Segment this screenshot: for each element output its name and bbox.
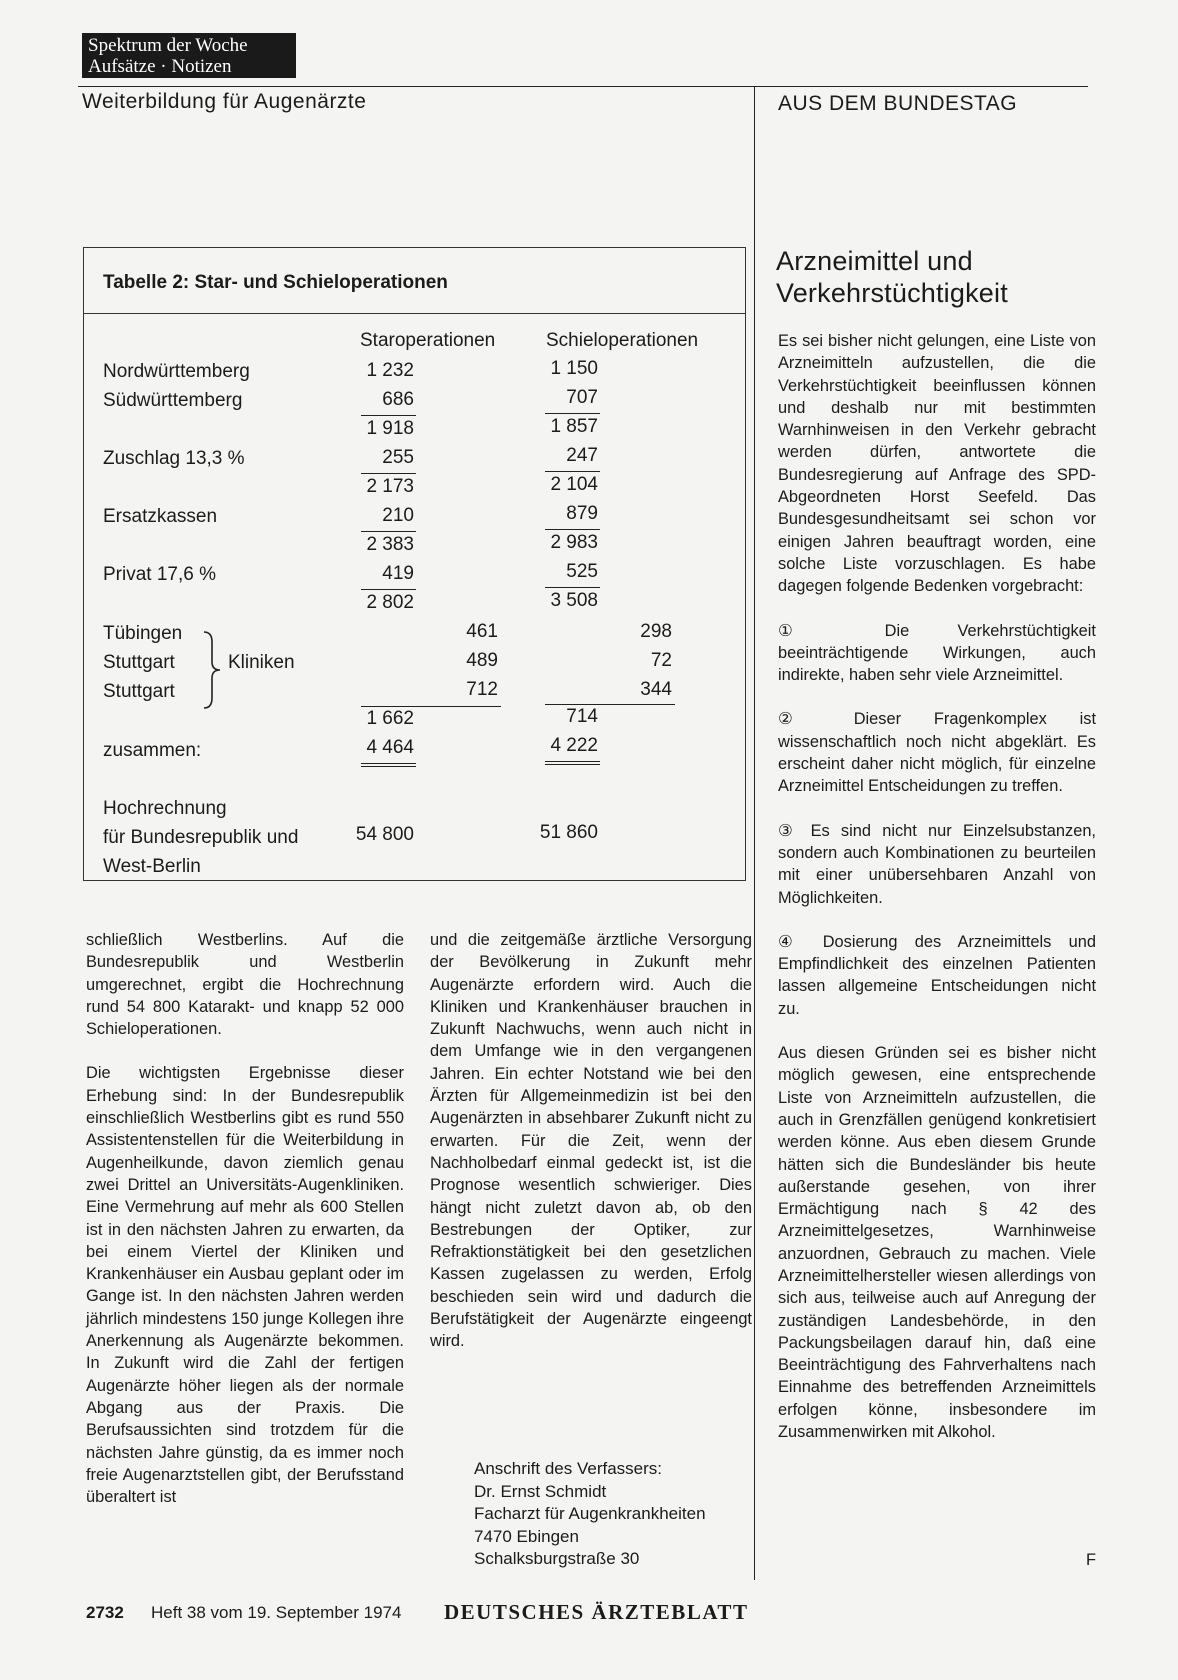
title-line: Verkehrstüchtigkeit xyxy=(776,278,1008,308)
cell-value: 344 xyxy=(640,679,672,700)
sum-rule xyxy=(361,763,416,764)
cell-value: 4 464 xyxy=(366,737,414,758)
sum-rule xyxy=(361,706,501,707)
cell-value: 2 802 xyxy=(366,592,414,613)
sum-rule xyxy=(545,471,600,472)
address-line: Facharzt für Augenkrankheiten xyxy=(474,1504,706,1523)
row-label: Ersatzkassen xyxy=(103,506,218,527)
cell-value: 1 918 xyxy=(366,418,414,439)
cell-value: 2 983 xyxy=(550,532,598,553)
address-line: 7470 Ebingen xyxy=(474,1526,579,1546)
paragraph: Es sei bisher nicht gelungen, eine Liste von Arzneimitteln aufzustellen, die die Verkehrstüchtigkeit beeinflussen können und deshalb nur mit bestimmten Warnhinweisen in den Verkehr gebracht werden dürfen, antwortete die Bundesregierung auf Anfrage des SPD-Abgeordneten Horst Seefeld. Das Bundesgesundheitsamt sei schon vor einigen Jahren beauftragt worden, eine solche Liste vorzuschlagen. Es habe dagegen folgende Bedenken vorgebracht: xyxy=(778,332,1096,596)
article-column-3 xyxy=(778,330,1096,1465)
col-header-star: Staroperationen xyxy=(360,330,496,351)
cell-value: 72 xyxy=(650,650,672,671)
cell-value: 2 383 xyxy=(366,534,414,555)
paragraph: ④ Dosierung des Arzneimittels und Empfindlichkeit des einzelnen Patienten lassen allgemeine Entscheidungen nicht zu. xyxy=(778,932,1096,1018)
section-badge xyxy=(82,33,296,78)
magazine-name: DEUTSCHES ÄRZTEBLATT xyxy=(444,1600,749,1624)
cell-value: 714 xyxy=(566,706,598,727)
cell-value: 247 xyxy=(566,445,598,466)
row-label: Tübingen xyxy=(103,623,183,644)
paragraph: schließlich Westberlins. Auf die Bundesrepublik und Westberlin umgerechnet, ergibt die Hochrechnung rund 54 800 Katarakt- und knapp 52 000 Schieloperationen. xyxy=(86,931,404,1039)
article-title xyxy=(776,245,1008,309)
page-number: 2732 xyxy=(86,1603,124,1622)
badge-line-1: Spektrum der Woche xyxy=(88,35,248,56)
kliniken-label: Kliniken xyxy=(228,652,295,673)
address-line: Schalksburgstraße 30 xyxy=(474,1549,640,1568)
sum-rule xyxy=(361,473,416,474)
article-column-1 xyxy=(86,929,404,1530)
sum-rule xyxy=(361,531,416,532)
cell-value: 686 xyxy=(382,389,414,410)
row-label: Stuttgart xyxy=(103,681,175,702)
sum-rule xyxy=(545,704,675,705)
double-rule xyxy=(545,764,600,765)
title-line: Arzneimittel und xyxy=(776,246,973,276)
cell-value: 54 800 xyxy=(355,824,414,845)
row-label: Privat 17,6 % xyxy=(103,564,216,585)
cell-value: 298 xyxy=(640,621,672,642)
badge-line-2: Aufsätze · Notizen xyxy=(88,56,232,77)
paragraph: ③ Es sind nicht nur Einzelsubstanzen, sondern auch Kombinationen zu beurteilen mit einer unübersehbaren Anzahl von Möglichkeiten. xyxy=(778,821,1096,907)
cell-value: 461 xyxy=(466,621,498,642)
cell-value: 255 xyxy=(382,447,414,468)
table-title: Tabelle 2: Star- und Schieloperationen xyxy=(103,272,448,293)
paragraph: und die zeitgemäße ärztliche Versorgung der Bevölkerung in Zukunft mehr Augenärzte erfordern wird. Auch die Kliniken und Krankenhäuser brauchen in Zukunft Nachwuchs, wenn auch nicht in dem Umfange wie in den vergangenen Jahren. Ein echter Notstand wie bei den Ärzten für Allgemeinmedizin ist bei den Augenärzten in absehbarer Zukunft nicht zu erwarten. Für die Zeit, wenn der Nachholbedarf einmal gedeckt ist, ist die Prognose wesentlich schwieriger. Dies hängt nicht zuletzt davon ab, ob den Bestrebungen der Optiker, zur Refraktionstätigkeit bei den gesetzlichen Kassen zugelassen zu werden, Erfolg beschieden sein wird und dadurch die Berufstätigkeit der Augenärzte eingeengt wird. xyxy=(430,931,752,1351)
author-address xyxy=(474,1458,706,1571)
cell-value: 419 xyxy=(382,563,414,584)
cell-value: 489 xyxy=(466,650,498,671)
cell-value: 3 508 xyxy=(550,590,598,611)
sum-rule xyxy=(361,589,416,590)
cell-value: 707 xyxy=(566,387,598,408)
cell-value: 1 150 xyxy=(550,358,598,379)
cell-value: 879 xyxy=(566,503,598,524)
sum-rule xyxy=(545,587,600,588)
cell-value: 1 857 xyxy=(550,416,598,437)
cell-value: 712 xyxy=(466,679,498,700)
row-label: Südwürttemberg xyxy=(103,390,243,411)
cell-value: 4 222 xyxy=(550,735,598,756)
cell-value: 1 662 xyxy=(366,708,414,729)
cell-value: 2 104 xyxy=(550,474,598,495)
double-rule xyxy=(361,766,416,767)
running-head-right: AUS DEM BUNDESTAG xyxy=(778,92,1018,115)
column-rule xyxy=(754,86,755,1580)
row-label: Hochrechnung xyxy=(103,798,227,819)
row-label: für Bundesrepublik und xyxy=(103,827,299,848)
cell-value: 2 173 xyxy=(366,476,414,497)
row-label: Stuttgart xyxy=(103,652,175,673)
paragraph: Aus diesen Gründen sei es bisher nicht möglich gewesen, eine entsprechende Liste von Arzneimitteln aufzustellen, die auch in Grenzfällen genügend konkretisiert werden könne. Aus eben diesem Grunde hätten sich die Bundesländer bis heute außerstande gesehen, von ihrer Ermächtigung nach § 42 des Arzneimittelgesetzes, Warnhinweise anzuordnen, Gebrauch zu machen. Viele Arzneimittelhersteller wiesen allerdings von sich aus, teilweise auch auf Anregung der zuständigen Landesbehörde, in den Packungsbeilagen darauf hin, daß eine Beeinträchtigung des Fahrverhaltens nach Einnahme des betreffenden Arzneimittels erfolgen könne, insbesondere im Zusammenwirken mit Alkohol. xyxy=(778,1044,1096,1442)
cell-value: 1 232 xyxy=(366,360,414,381)
issue-info: Heft 38 vom 19. September 1974 xyxy=(151,1603,402,1622)
paragraph: ② Dieser Fragenkomplex ist wissenschaftlich noch nicht abgeklärt. Es erscheint daher nicht möglich, für einzelne Arzneimittel Entscheidungen zu treffen. xyxy=(778,710,1096,796)
author-initial: F xyxy=(1086,1551,1097,1569)
cell-value: 525 xyxy=(566,561,598,582)
sum-rule xyxy=(545,761,600,762)
row-label: zusammen: xyxy=(103,740,202,761)
row-label: Nordwürttemberg xyxy=(103,361,250,382)
paragraph: ① Die Verkehrstüchtigkeit beeinträchtigende Wirkungen, auch indirekte, haben sehr viele Arzneimittel. xyxy=(778,621,1096,685)
sum-rule xyxy=(545,413,600,414)
running-head-left: Weiterbildung für Augenärzte xyxy=(82,90,367,113)
row-label: Zuschlag 13,3 % xyxy=(103,448,245,469)
col-header-schiel: Schieloperationen xyxy=(546,330,699,351)
article-column-2 xyxy=(430,929,752,1375)
sum-rule xyxy=(545,529,600,530)
address-line: Anschrift des Verfassers: xyxy=(474,1459,663,1478)
brace-icon xyxy=(200,630,230,710)
cell-value: 51 860 xyxy=(539,822,598,843)
paragraph: Die wichtigsten Ergebnisse dieser Erhebung sind: In der Bundesrepublik einschließlich Westberlins gibt es rund 550 Assistentenstellen für die Weiterbildung in Augenheilkunde, davon ziemlich genau zwei Drittel an Universitäts-Augenkliniken. Eine Vermehrung auf mehr als 600 Stellen ist in den nächsten Jahren zu erwarten, da bei einem Viertel der Kliniken und Krankenhäuser ein Ausbau geplant oder im Gange ist. In den nächsten Jahren werden jährlich mindestens 150 junge Kollegen ihre Anerkennung als Augenärzte bekommen. In Zukunft wird die Zahl der fertigen Augenärzte höher liegen als der normale Abgang aus der Praxis. Die Berufsaussichten sind trotzdem für die nächsten Jahre günstig, da es immer noch freie Augenarztstellen gibt, der Berufsstand überaltert ist xyxy=(86,1064,404,1507)
row-label: West-Berlin xyxy=(103,856,201,877)
address-line: Dr. Ernst Schmidt xyxy=(474,1481,607,1501)
header-rule xyxy=(78,86,1088,87)
sum-rule xyxy=(361,415,416,416)
cell-value: 210 xyxy=(382,505,414,526)
